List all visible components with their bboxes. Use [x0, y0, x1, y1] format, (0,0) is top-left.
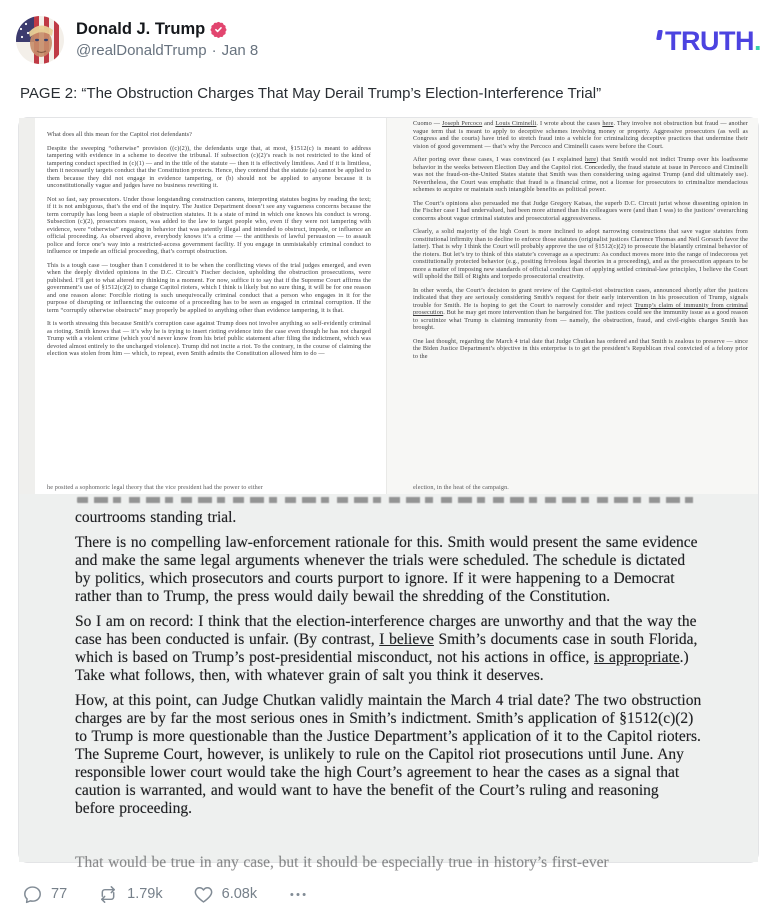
clipped-text-line: That would be true in any case, but it should be especially true in history’s first-ever — [75, 854, 609, 871]
like-button[interactable] — [193, 884, 257, 905]
author-identity — [76, 16, 657, 59]
paragraph: This is a tough case — tougher than I considered it to be when the conflicting views of the trial judges emerged, and even when the deeply divided opinions in the D.C. Circuit’s Fischer decision, upholding the obstruction prosecutions, were published. I’ll get to what altered my thinking in a moment. For now, suffice it to say that if the Supreme Court affirms the government’s use of §1512(c)(2) to charge Capitol rioters, which I think is likely but no sure thing, it will be for one reason and one reason alone: Forcible rioting is such unequivocally criminal conduct that a person who engages in it for the purpose of disrupting or influencing the outcome of a proceeding has to be seen as engaged in criminal corruption. If the term “corruptly otherwise obstructs” may properly be applied to anything other than evidence tampering, it is that. — [47, 261, 371, 314]
document-zoom-crop — [19, 494, 758, 871]
document-page-right — [386, 118, 758, 494]
paragraph: What does all this mean for the Capitol riot defendants? — [47, 131, 193, 138]
paragraph: Clearly, a solid majority of the high Court is more inclined to adopt narrowing constructions that save vague statutes from constitutional infirmity than to decline to enforce those statutes (originalist justices Clarence Thomas and Neil Gorsuch favor the latter). That is why I think the Court will probably approve the use of §1512(c)(2) to prosecute the blatantly criminal behavior of the rioters. But let’s try to think of this statute’s coverage as a spectrum: As conduct moves more into the range of indecorous yet constitutionally protected behavior (e.g., positing frivolous legal theories in a proceeding), and as the prosecution appears to be more a matter of imposing new standards of official conduct than of applying settled criminal-law principles, I believe the Court will uphold the Bill of Rights and torpedo prosecutorial creativity. — [413, 228, 748, 280]
clipped-text-line: he posited a sophomoric legal theory that the vice president had the power to either — [47, 484, 263, 491]
more-button[interactable] — [287, 884, 309, 905]
attached-document-image[interactable] — [18, 117, 759, 871]
like-count: 6.08k — [221, 886, 258, 902]
document-pages-row — [19, 118, 758, 494]
clipped-text-line: election, in the heat of the campaign. — [413, 484, 509, 491]
truth-wordmark: TRUTH — [665, 26, 754, 56]
truth-logo[interactable] — [657, 16, 761, 55]
repost-count: 1.79k — [127, 886, 163, 902]
partial-line: courtrooms standing trial. — [75, 509, 237, 526]
user-handle[interactable] — [76, 42, 657, 59]
post-title: PAGE 2: “The Obstruction Charges That May Derail Trump’s Election-Interference Trial” — [20, 85, 602, 102]
display-name[interactable]: Donald J. Trump — [76, 20, 206, 38]
paragraph: The Court’s opinions also persuaded me that Judge Gregory Katsas, the superb D.C. Circuit jurist whose dissenting opinion in the Fischer case I had undervalued, had been more attuned than his colleagues were (and than I was) to the justices’ overarching concerns about vague criminal statutes and prosecutorial aggressiveness. — [413, 199, 748, 222]
paragraph: After poring over these cases, I was convinced (as I explained here) that Smith would not indict Trump over his loathsome behavior in the weeks between Election Day and the Capitol riot. Concededly, the fraud statute at issue in Percoco and Ciminelli was not the fraud-on-the-United States statute that Smith was then considering using against Trump (and did ultimately use). Nevertheless, the Court was emphatic that fraud is a financial crime, not a license for prosecutors to criminalize mendacious schemes to acquire or maintain such intangible benefits as political power. — [413, 156, 749, 193]
reply-button[interactable] — [22, 884, 67, 905]
handle-text: @realDonaldTrump — [76, 42, 207, 59]
paragraph: How, at this point, can Judge Chutkan validly maintain the March 4 trial date? The two obstruction charges are by far the most serious ones in Smith’s indictment. Smith’s application of §1512(c)(2) to Trump is more questionable than the Justice Department’s application of it to the Capitol rioters. The Supreme Court, however, is unlikely to rule on the Capitol riot prosecutions until June. Any responsible lower court would take the high Court’s agreement to hear the cases as a signal that caution is warranted, and would want to have the benefit of the Court’s ruling and reasoning before proceeding. — [75, 692, 702, 817]
post-header — [0, 0, 777, 64]
repost-icon — [97, 884, 119, 905]
paragraph: Not so fast, say prosecutors. Under those longstanding construction canons, interpreting statutes begins by reading the text; if it is not ambiguous, that’s the end of the inquiry. The Justice Department doesn’t see any vagueness concerns because the term corruptly has long been a staple of obstruction statutes. It is a state of mind in which one knows his conduct is wrong. Subsection (c)(2), prosecutors reason, was added to the law to target people who, even if they were not tampering with evidence, were “otherwise” engaging in behavior that was patently illegal and intended to obstruct, impede, or influence an official proceeding. As observed above, everybody knows it’s a crime — the antithesis of lawful persuasion — to assault police and force one’s way into a restricted-access government facility. If you engage in unmistakably criminal conduct to influence or impede an official proceeding, that’s corrupt obstruction. — [47, 195, 371, 255]
clipped-text-sliver — [77, 497, 696, 503]
paragraph: So I am on record: I think that the election-interference charges are unworthy and that the way the case has been conducted is unfair. (By contrast, I believe Smith’s documents case in south Florida, which is based on Trump’s post-presidential misconduct, not his actions in office, is appropriate.) Take what follows, then, with whatever grain of salt you think it deserves. — [75, 613, 698, 684]
page-gutter — [19, 118, 35, 494]
paragraph: There is no compelling law-enforcement rationale for this. Smith would present the same evidence and make the same legal arguments whenever the trials were scheduled. The schedule is dictated by politics, which prosecutors and courts purport to ignore. If it were happening to a Democrat rather than to Trump, the press would daily bewail the shredding of the Constitution. — [75, 534, 698, 605]
reply-icon — [22, 884, 43, 905]
truth-logo-tick-icon — [656, 30, 663, 40]
timestamp[interactable]: Jan 8 — [221, 42, 259, 59]
verified-badge-icon — [210, 21, 227, 38]
repost-button[interactable] — [97, 884, 162, 905]
more-dots-icon — [287, 884, 309, 905]
heart-icon — [193, 884, 214, 905]
paragraph: One last thought, regarding the March 4 trial date that Judge Chutkan has ordered and that Smith is zealous to preserve — since the Biden Justice Department’s objective in this enterprise is to get the president’s Republican rival convicted of a felony prior to the — [413, 337, 748, 360]
truth-logo-dot: . — [753, 26, 761, 56]
paragraph: It is worth stressing this because Smith’s corruption case against Trump does not involve anything so self-evidently criminal as rioting. Smith knows that — it’s why he is trying to insert rioting evidence into the case even though he has not charged Trump with a violent crime (which you’d never know from his brief public statement after filing the indictment, which was devoted almost entirely to the uncharged violence). Trump did not incite a riot. To the contrary, in the course of claiming the election was stolen from him — which, to repeat, even Smith admits the Constitution allowed him to do — — [47, 320, 371, 357]
avatar[interactable] — [16, 16, 64, 64]
document-page-left — [35, 118, 386, 494]
action-bar — [0, 871, 777, 917]
paragraph: Cuomo — Joseph Percoco and Louis Ciminelli. I wrote about the cases here. They involve not obstruction but fraud — another vague term that is meant to apply to deceptive schemes involving money or property. Aggressive prosecutors (as well as Congress and the courts) have tried to stretch fraud into a vehicle for criminalizing deceptive practices that undermine their vision of good government — that’s why the Percoco and Ciminelli cases were before the Court. — [413, 120, 748, 150]
paragraph: Despite the sweeping “otherwise” provision ((c)(2)), the defendants urge that, at most, §1512(c) is meant to address tampering with evidence in a scheme to deceive the tribunal. If subsection (c)(2)’s reach is not restricted to the kind of tampering conduct specified in (c)(1) — and in the title of the statute — then it is effectively limitless. And if it is limitless, then it necessarily targets conduct that the Constitution protects. Hence, they contend that the statute (a) cannot be applied to them because they did not engage in evidence tampering, or (b) should not be applied to anyone because it is unconstitutionally vague and judges have no business rewriting it. — [47, 144, 371, 189]
reply-count: 77 — [51, 886, 68, 902]
paragraph: In other words, the Court’s decision to grant review of the Capitol-riot obstruction cases, announced shortly after the justices indicated that they are seriously considering Smith’s request for their early intervention in his prosecution of Trump, signals trouble for Smith. He is hoping to get the Court to narrowly consider and reject Trump’s claim of immunity from criminal prosecution. But he may get more intervention than he bargained for. The justices could see the immunity issue as a good reason to scrutinize what Trump is claiming immunity from — namely, the obstruction, fraud, and civil-rights charges Smith has brought. — [413, 286, 748, 331]
avatar-flag-art — [16, 16, 64, 64]
separator-dot: · — [211, 42, 217, 59]
